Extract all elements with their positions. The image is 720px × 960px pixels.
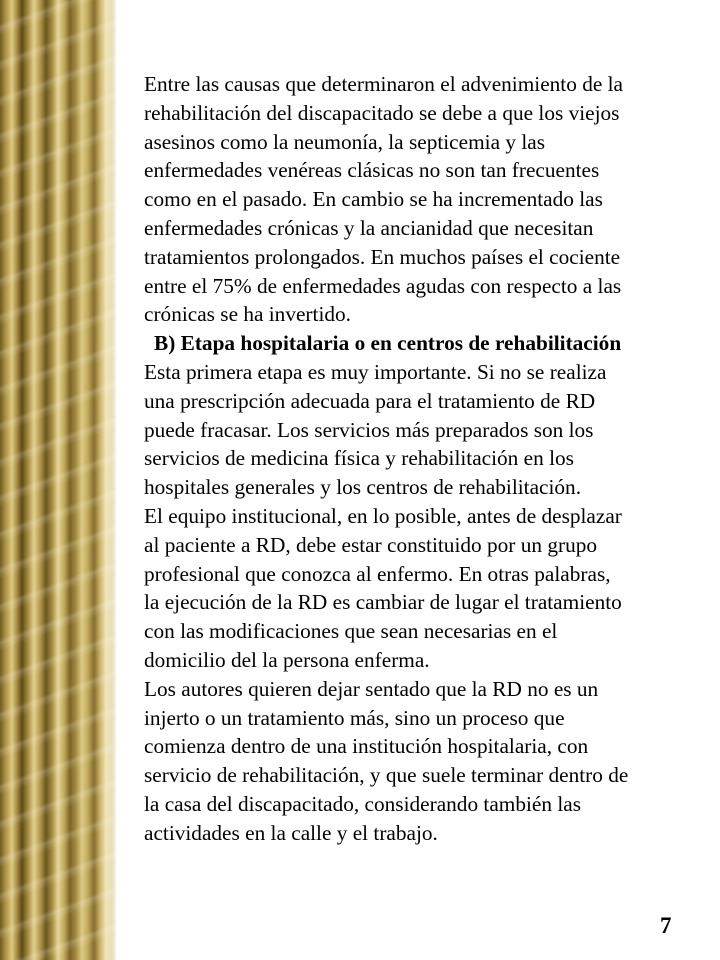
text-line: servicio de rehabilitación, y que suele terminar dentro de — [144, 763, 629, 788]
text-line: servicios de medicina física y rehabilitación en los — [144, 446, 574, 471]
text-line: asesinos como la neumonía, la septicemia y las — [144, 129, 545, 154]
text-line: una prescripción adecuada para el tratamiento de RD — [144, 388, 596, 413]
text-line: enfermedades crónicas y la ancianidad que necesitan — [144, 215, 594, 240]
text-line: profesional que conozca al enfermo. En otras palabras, — [144, 561, 611, 586]
text-line: crónicas se ha invertido. — [144, 302, 351, 327]
page-text — [144, 70, 704, 848]
text-line: puede fracasar. Los servicios más preparados son los — [144, 417, 594, 442]
text-line: al paciente a RD, debe estar constituido por un grupo — [144, 532, 598, 557]
text-line: injerto o un tratamiento más, sino un proceso que — [144, 705, 565, 730]
text-line: El equipo institucional, en lo posible, antes de desplazar — [144, 503, 622, 528]
text-line: Entre las causas que determinaron el advenimiento de la — [144, 72, 623, 96]
text-line: la ejecución de la RD es cambiar de lugar el tratamiento — [144, 590, 622, 615]
text-line: domicilio del la persona enferma. — [144, 647, 430, 672]
border-fade — [110, 0, 118, 960]
text-line: con las modificaciones que sean necesarias en el — [144, 619, 558, 644]
text-line: comienza dentro de una institución hospitalaria, con — [144, 734, 589, 759]
text-line: la casa del discapacitado, considerando también las — [144, 791, 582, 816]
decorative-gold-border — [0, 0, 118, 960]
text-line: rehabilitación del discapacitado se debe a que los viejos — [144, 100, 620, 125]
page-number: 7 — [660, 913, 672, 938]
section-heading: B) Etapa hospitalaria o en centros de rehabilitación — [154, 331, 622, 356]
text-line: hospitales generales y los centros de rehabilitación. — [144, 475, 582, 500]
text-line: enfermedades venéreas clásicas no son tan frecuentes — [144, 158, 600, 183]
text-line: actividades en la calle y el trabajo. — [144, 820, 438, 845]
text-line: tratamientos prolongados. En muchos países el cociente — [144, 244, 621, 269]
text-line: Los autores quieren dejar sentado que la RD no es un — [144, 676, 599, 701]
text-line: Esta primera etapa es muy importante. Si no se realiza — [144, 359, 607, 384]
text-line: entre el 75% de enfermedades agudas con respecto a las — [144, 273, 622, 298]
text-line: como en el pasado. En cambio se ha incrementado las — [144, 187, 603, 212]
